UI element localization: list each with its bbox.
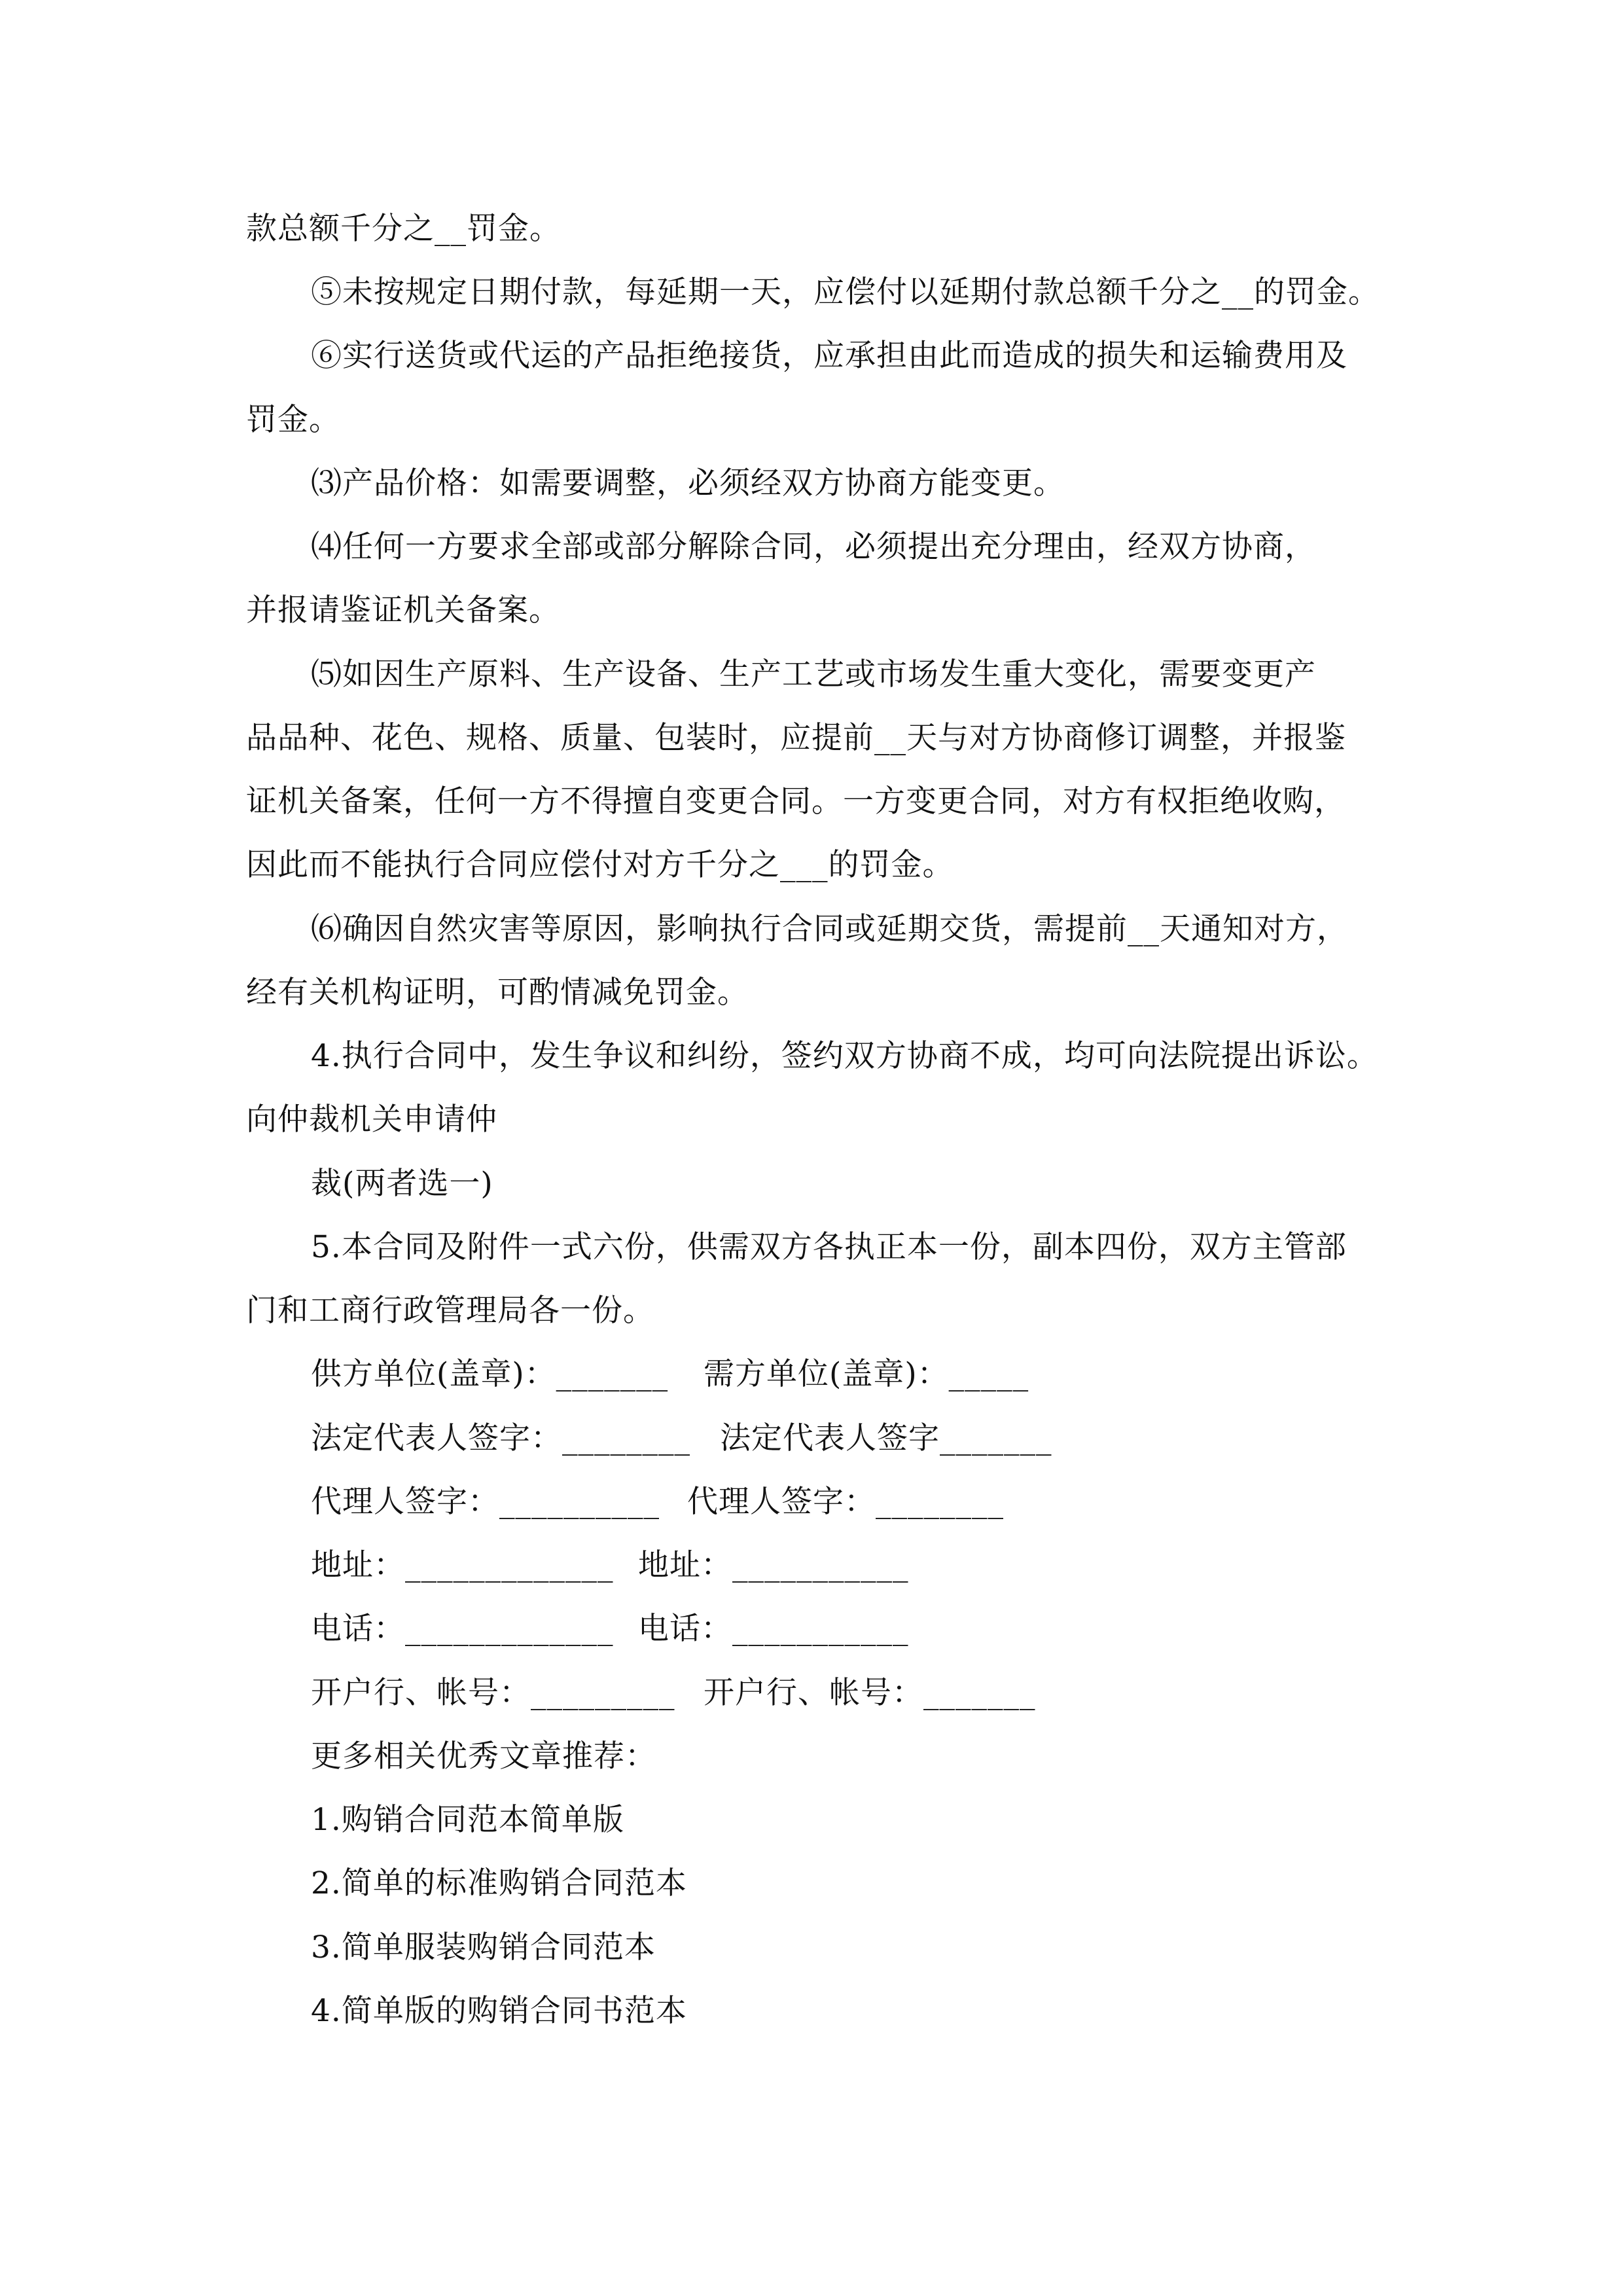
signature-field-supplier-unit: 供方单位(盖章)：_______ (311, 1356, 669, 1392)
signature-field-buyer-address: 地址：___________ (638, 1547, 909, 1583)
paragraph-line: 经有关机构证明，可酌情减免罚金。 (246, 975, 749, 1011)
paragraph-line: 因此而不能执行合同应偿付对方千分之___的罚金。 (246, 847, 954, 883)
paragraph-line: ⑤未按规定日期付款，每延期一天，应偿付以延期付款总额千分之__的罚金。 (311, 274, 1380, 310)
paragraph-line: ⑸如因生产原料、生产设备、生产工艺或市场发生重大变化，需要变更产 (311, 656, 1316, 692)
related-link[interactable]: 4.简单版的购销合同书范本 (311, 1993, 687, 2029)
paragraph-line: 4.执行合同中，发生争议和纠纷，签约双方协商不成，均可向法院提出诉讼。 (311, 1038, 1378, 1074)
signature-field-supplier-rep: 法定代表人签字：________ (311, 1420, 690, 1456)
paragraph-line: 门和工商行政管理局各一份。 (246, 1293, 654, 1329)
related-link[interactable]: 3.简单服装购销合同范本 (311, 1929, 656, 1965)
related-link[interactable]: 1.购销合同范本简单版 (311, 1802, 624, 1838)
paragraph-line: ⑹确因自然灾害等原因，影响执行合同或延期交货，需提前__天通知对方， (311, 911, 1348, 947)
signature-field-buyer-rep: 法定代表人签字_______ (720, 1420, 1052, 1456)
signature-field-supplier-phone: 电话：_____________ (311, 1611, 614, 1647)
paragraph-line: ⑷任何一方要求全部或部分解除合同，必须提出充分理由，经双方协商， (311, 529, 1316, 565)
paragraph-line: 罚金。 (246, 402, 340, 438)
related-link[interactable]: 2.简单的标准购销合同范本 (311, 1865, 687, 1901)
signature-field-buyer-unit: 需方单位(盖章)：_____ (704, 1356, 1029, 1392)
signature-field-buyer-agent: 代理人签字：________ (687, 1484, 1004, 1520)
paragraph-line: 证机关备案，任何一方不得擅自变更合同。一方变更合同，对方有权拒绝收购， (246, 783, 1346, 819)
paragraph-line: ⑶产品价格：如需要调整，必须经双方协商方能变更。 (311, 465, 1065, 501)
paragraph-line: 并报请鉴证机关备案。 (246, 592, 560, 628)
signature-field-buyer-phone: 电话：___________ (638, 1611, 909, 1647)
paragraph-line: ⑥实行送货或代运的产品拒绝接货，应承担由此而造成的损失和运输费用及 (311, 338, 1347, 374)
signature-field-supplier-agent: 代理人签字：__________ (311, 1484, 660, 1520)
paragraph-line: 5.本合同及附件一式六份，供需双方各执正本一份，副本四份，双方主管部 (311, 1229, 1347, 1265)
signature-field-supplier-bank: 开户行、帐号：_________ (311, 1675, 675, 1711)
signature-field-supplier-address: 地址：_____________ (311, 1547, 614, 1583)
paragraph-line: 品品种、花色、规格、质量、包装时，应提前__天与对方协商修订调整，并报鉴 (246, 720, 1346, 756)
paragraph-line: 裁(两者选一) (311, 1166, 493, 1202)
related-heading: 更多相关优秀文章推荐： (311, 1738, 656, 1774)
paragraph-line: 款总额千分之__罚金。 (246, 211, 561, 247)
signature-field-buyer-bank: 开户行、帐号：_______ (704, 1675, 1036, 1711)
paragraph-line: 向仲裁机关申请仲 (246, 1102, 497, 1138)
